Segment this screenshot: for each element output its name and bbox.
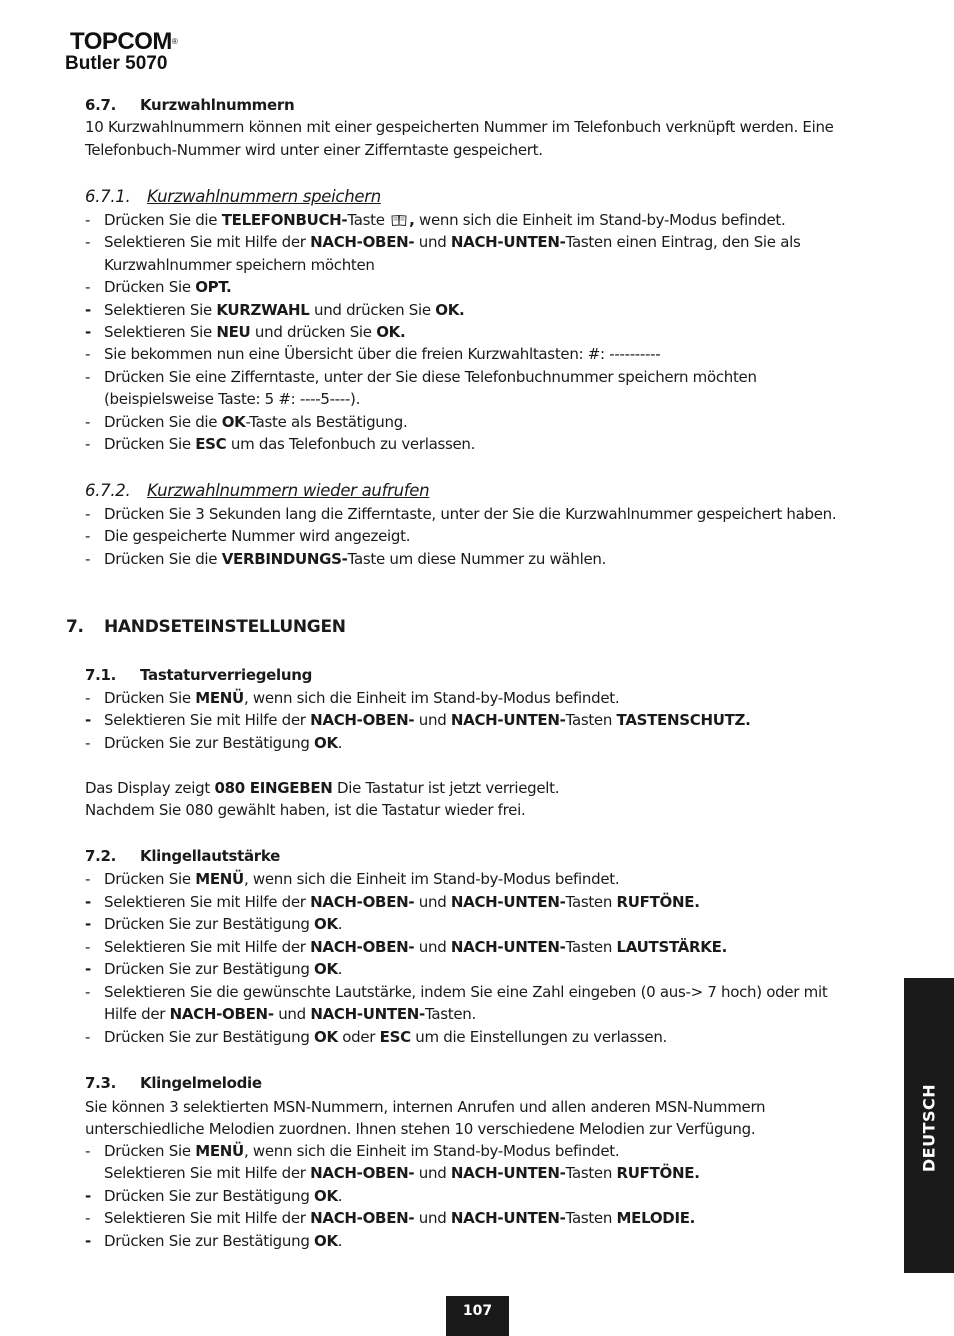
bold-term: NACH-UNTEN- <box>310 1005 425 1023</box>
text-run: Taste um diese Nummer zu wählen. <box>347 550 607 568</box>
text-run: . <box>337 1187 343 1205</box>
list-bullet: - <box>85 505 91 523</box>
text-run: Tasten <box>565 1164 617 1182</box>
bold-term: OK <box>314 1028 338 1046</box>
text-run: Selektieren Sie <box>104 301 217 319</box>
list-item-continuation <box>85 388 919 410</box>
bold-term: NACH-UNTEN- <box>450 1164 566 1182</box>
list-bullet: - <box>85 527 91 545</box>
heading-number: 7.1. <box>85 666 117 684</box>
text-run: und <box>414 938 451 956</box>
list-bullet: - <box>85 893 91 911</box>
list-item <box>85 868 919 890</box>
text-run: Telefonbuch-Nummer wird unter einer Zifferntaste gespeichert. <box>85 141 543 159</box>
paragraph-line <box>85 1118 900 1140</box>
heading-title: Kurzwahlnummern speichern <box>147 187 381 206</box>
text-run: Selektieren Sie mit Hilfe der <box>104 1164 311 1182</box>
paragraph-line <box>85 799 900 821</box>
list-item <box>85 548 919 570</box>
text-run: und <box>414 1209 451 1227</box>
text-run: Taste <box>347 211 390 229</box>
bold-term: MENÜ <box>195 1142 244 1160</box>
bold-term: KURZWAHL <box>216 301 310 319</box>
bold-term: NACH-UNTEN- <box>450 233 566 251</box>
list-bullet: - <box>85 870 91 888</box>
text-run: 10 Kurzwahlnummern können mit einer gespeicherten Nummer im Telefonbuch verknüpft werden. Eine <box>85 118 834 136</box>
section-heading <box>85 845 900 867</box>
list-item <box>85 687 919 709</box>
text-run: . <box>337 1232 343 1250</box>
bold-term: ESC <box>195 435 227 453</box>
text-run: Selektieren Sie <box>104 323 217 341</box>
text-run: Drücken Sie <box>104 689 196 707</box>
bold-term: NACH-UNTEN- <box>450 711 566 729</box>
list-item <box>85 1026 919 1048</box>
bold-term: NACH-OBEN- <box>310 1164 415 1182</box>
list-bullet: - <box>85 915 91 933</box>
heading-number: 7.2. <box>85 847 117 865</box>
text-run: , wenn sich die Einheit im Stand-by-Modus befindet. <box>243 870 620 888</box>
list-item <box>85 936 919 958</box>
list-bullet: - <box>85 345 91 363</box>
text-run: Selektieren Sie mit Hilfe der <box>104 938 311 956</box>
text-run: Drücken Sie <box>104 870 196 888</box>
list-bullet: - <box>85 1209 91 1227</box>
trademark: ® <box>171 37 178 46</box>
list-item <box>85 503 919 525</box>
list-bullet: - <box>85 983 91 1001</box>
list-bullet: - <box>85 278 91 296</box>
list-item <box>85 732 919 754</box>
text-run: -Taste als Bestätigung. <box>245 413 408 431</box>
language-label: DEUTSCH <box>919 1083 939 1173</box>
list-item <box>85 1140 919 1162</box>
list-item <box>85 321 919 343</box>
text-run: Nachdem Sie 080 gewählt haben, ist die Tastatur wieder frei. <box>85 801 526 819</box>
bold-term: OK. <box>435 301 465 319</box>
list-item <box>85 891 919 913</box>
list-item <box>85 1185 919 1207</box>
text-run: Tasten <box>565 893 617 911</box>
list-item <box>85 366 919 388</box>
text-run: Kurzwahlnummer speichern möchten <box>104 256 375 274</box>
bold-term: NEU <box>216 323 251 341</box>
text-run: Tasten <box>565 711 617 729</box>
list-bullet: - <box>85 301 91 319</box>
heading-number: 7. <box>66 617 84 637</box>
subsection-heading <box>85 480 900 502</box>
text-run: wenn sich die Einheit im Stand-by-Modus befindet. <box>414 211 786 229</box>
language-tab <box>904 978 954 1273</box>
bold-term: NACH-UNTEN- <box>450 938 566 956</box>
list-bullet: - <box>85 233 91 251</box>
text-run: und drücken Sie <box>309 301 436 319</box>
bold-term: OK <box>314 960 338 978</box>
bold-term: , <box>409 211 415 229</box>
text-run: unterschiedliche Melodien zuordnen. Ihnen stehen 10 verschiedene Melodien zur Verfügung. <box>85 1120 756 1138</box>
list-item <box>85 1207 919 1229</box>
text-run: Tasten einen Eintrag, den Sie als <box>565 233 801 251</box>
text-run: . <box>337 734 343 752</box>
list-bullet: - <box>85 938 91 956</box>
list-bullet: - <box>85 323 91 341</box>
text-run: Tasten <box>565 938 617 956</box>
bold-term: NACH-OBEN- <box>310 233 415 251</box>
text-run: Drücken Sie zur Bestätigung <box>104 960 315 978</box>
bold-term: LAUTSTÄRKE. <box>616 938 727 956</box>
text-run: Drücken Sie eine Zifferntaste, unter der Sie diese Telefonbuchnummer speichern möchten <box>104 368 757 386</box>
subsection-heading <box>85 186 900 208</box>
text-run: Selektieren Sie mit Hilfe der <box>104 1209 311 1227</box>
list-item-continuation <box>85 254 919 276</box>
text-run: Drücken Sie zur Bestätigung <box>104 1028 315 1046</box>
text-run: Drücken Sie <box>104 1142 196 1160</box>
heading-number: 6.7.2. <box>85 481 131 500</box>
bold-term: MELODIE. <box>616 1209 696 1227</box>
heading-title: Kurzwahlnummern <box>140 96 295 114</box>
text-run: Drücken Sie zur Bestätigung <box>104 915 315 933</box>
bold-term: OPT. <box>195 278 232 296</box>
list-bullet: - <box>85 960 91 978</box>
list-bullet: - <box>85 368 91 386</box>
text-run: Sie können 3 selektierten MSN-Nummern, internen Anrufen und allen anderen MSN-Nummern <box>85 1098 766 1116</box>
brand-name: TOPCOM <box>70 28 172 55</box>
text-run: Die gespeicherte Nummer wird angezeigt. <box>104 527 411 545</box>
text-run: (beispielsweise Taste: 5 #: ----5----). <box>104 390 361 408</box>
list-bullet: - <box>85 1232 91 1250</box>
list-bullet: - <box>85 1028 91 1046</box>
text-run: Hilfe der <box>104 1005 170 1023</box>
bold-term: NACH-OBEN- <box>169 1005 274 1023</box>
bold-term: OK <box>314 1187 338 1205</box>
list-item <box>85 709 919 731</box>
heading-number: 7.3. <box>85 1074 117 1092</box>
heading-title: Kurzwahlnummern wieder aufrufen <box>147 481 430 500</box>
list-item <box>85 299 919 321</box>
text-run: Selektieren Sie die gewünschte Lautstärke, indem Sie eine Zahl eingeben (0 aus-> 7 hoch) oder mit <box>104 983 828 1001</box>
heading-title: HANDSETEINSTELLUNGEN <box>104 617 346 637</box>
model-name: Butler 5070 <box>65 53 168 74</box>
text-run: und <box>414 893 451 911</box>
bold-term: MENÜ <box>195 689 244 707</box>
bold-term: OK <box>314 915 338 933</box>
bold-term: OK <box>221 413 246 431</box>
bold-term: MENÜ <box>195 870 244 888</box>
text-run: Drücken Sie <box>104 435 196 453</box>
text-run: Sie bekommen nun eine Übersicht über die freien Kurzwahltasten: #: ---------- <box>104 345 661 363</box>
bold-term: OK <box>314 734 338 752</box>
list-bullet: - <box>85 211 91 229</box>
heading-number: 6.7. <box>85 96 117 114</box>
bold-term: NACH-UNTEN- <box>450 1209 566 1227</box>
book-icon <box>391 214 407 226</box>
text-run: Drücken Sie <box>104 278 196 296</box>
section-heading <box>85 664 900 686</box>
bold-term: OK. <box>376 323 406 341</box>
list-item <box>85 231 919 253</box>
chapter-heading <box>66 616 881 638</box>
bold-term: RUFTÖNE. <box>616 1164 700 1182</box>
list-item <box>85 209 919 231</box>
list-item <box>85 276 919 298</box>
list-bullet: - <box>85 550 91 568</box>
text-run: Selektieren Sie mit Hilfe der <box>104 233 311 251</box>
bold-term: OK <box>314 1232 338 1250</box>
bold-term: NACH-OBEN- <box>310 1209 415 1227</box>
text-run: Die Tastatur ist jetzt verriegelt. <box>332 779 560 797</box>
paragraph-line <box>85 139 900 161</box>
page-number: 107 <box>446 1296 509 1336</box>
text-run: um die Einstellungen zu verlassen. <box>410 1028 668 1046</box>
topcom-logo <box>70 30 177 54</box>
list-item-continuation <box>85 1162 919 1184</box>
heading-number: 6.7.1. <box>85 187 131 206</box>
bold-term: NACH-OBEN- <box>310 711 415 729</box>
bold-term: NACH-UNTEN- <box>450 893 566 911</box>
bold-term: NACH-OBEN- <box>310 938 415 956</box>
list-bullet: - <box>85 413 91 431</box>
text-run: und <box>414 1164 451 1182</box>
list-bullet: - <box>85 435 91 453</box>
list-item <box>85 1230 919 1252</box>
text-run: . <box>337 960 343 978</box>
text-run: und <box>414 233 451 251</box>
heading-title: Tastaturverriegelung <box>140 666 313 684</box>
paragraph-line <box>85 116 900 138</box>
list-bullet: - <box>85 1187 91 1205</box>
text-run: Drücken Sie zur Bestätigung <box>104 1232 315 1250</box>
text-run: , wenn sich die Einheit im Stand-by-Modus befindet. <box>243 689 620 707</box>
text-run: Tasten <box>565 1209 617 1227</box>
bold-term: TASTENSCHUTZ. <box>616 711 751 729</box>
text-run: oder <box>337 1028 380 1046</box>
text-run: Selektieren Sie mit Hilfe der <box>104 893 311 911</box>
list-bullet: - <box>85 711 91 729</box>
bold-term: NACH-OBEN- <box>310 893 415 911</box>
bold-term: ESC <box>379 1028 411 1046</box>
section-heading <box>85 94 900 116</box>
bold-term: VERBINDUNGS- <box>221 550 348 568</box>
text-run: , wenn sich die Einheit im Stand-by-Modus befindet. <box>243 1142 620 1160</box>
text-run: Selektieren Sie mit Hilfe der <box>104 711 311 729</box>
list-bullet: - <box>85 689 91 707</box>
text-run: und drücken Sie <box>250 323 377 341</box>
text-run: Das Display zeigt <box>85 779 215 797</box>
paragraph-line <box>85 1096 900 1118</box>
list-item <box>85 981 919 1003</box>
list-item <box>85 433 919 455</box>
text-run: und <box>273 1005 311 1023</box>
bold-term: RUFTÖNE. <box>616 893 700 911</box>
text-run: und <box>414 711 451 729</box>
text-run: Drücken Sie zur Bestätigung <box>104 1187 315 1205</box>
text-run: um das Telefonbuch zu verlassen. <box>226 435 476 453</box>
text-run: . <box>337 915 343 933</box>
heading-title: Klingellautstärke <box>140 847 281 865</box>
text-run: Drücken Sie zur Bestätigung <box>104 734 315 752</box>
list-item <box>85 411 919 433</box>
list-item <box>85 343 919 365</box>
list-item <box>85 913 919 935</box>
list-item-continuation <box>85 1003 919 1025</box>
paragraph-line <box>85 777 900 799</box>
heading-title: Klingelmelodie <box>140 1074 262 1092</box>
section-heading <box>85 1072 900 1094</box>
bold-term: TELEFONBUCH- <box>221 211 348 229</box>
list-item <box>85 958 919 980</box>
text-run: Drücken Sie 3 Sekunden lang die Zifferntaste, unter der Sie die Kurzwahlnummer gespeichert haben. <box>104 505 837 523</box>
text-run: Drücken Sie die <box>104 550 222 568</box>
text-run: Tasten. <box>424 1005 476 1023</box>
text-run: Drücken Sie die <box>104 413 222 431</box>
list-bullet: - <box>85 1142 91 1160</box>
bold-term: 080 EINGEBEN <box>214 779 333 797</box>
list-bullet: - <box>85 734 91 752</box>
list-item <box>85 525 919 547</box>
text-run: Drücken Sie die <box>104 211 222 229</box>
